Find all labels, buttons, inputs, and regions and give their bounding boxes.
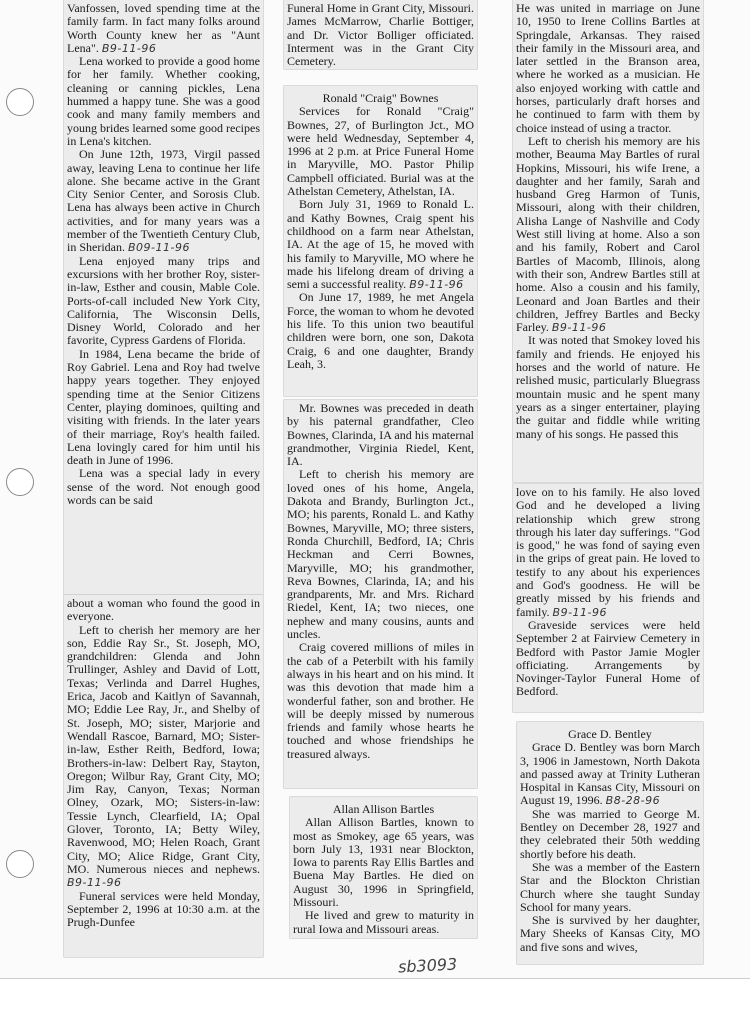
paragraph: Craig covered millions of miles in the cab of a Peterbilt with his family always in his heart and on his mind. It was this devotion that made him a wonderful father, son and brother. He will be deeply missed by numerous friends and family whose hearts he touched and whose friendships he treasured always. (287, 640, 474, 761)
paragraph: It was noted that Smokey loved his family and friends. He enjoyed his horses and the world of nature. He relished music, particularly Bluegrass mountain music and he spent many years as a singer entertainer, playing the guitar and fiddle while writing many of his songs. He passed this (516, 333, 700, 441)
handwritten-date: B8-28-96 (605, 794, 661, 808)
paragraph: Lena worked to provide a good home for her family. Whether cooking, cleaning or canning pickles, Lena hummed a happy tune. She was a good cook and many family members and young brides learned some good recipes in Lena's kitchen. (67, 54, 260, 148)
paragraph: Allan Allison Bartles, known to most as Smokey, age 65 years, was born July 13, 1931 near Blockton, Iowa to parents Ray Ellis Bartles and Buena May Bartles. He died on August 30, 1996 in Springfield, Missouri. (293, 815, 474, 910)
file-code-handwritten: sb3093 (397, 954, 458, 977)
paragraph: He lived and grew to maturity in rural Iowa and Missouri areas. (293, 908, 474, 936)
binder-hole (6, 468, 34, 496)
paragraph: Born July 31, 1969 to Ronald L. and Kathy Bownes, Craig spent his childhood on a farm near Athelstan, IA. At the age of 15, he moved with his family to Maryville, MO where he made his lifelong dream of driving a semi a successful reality. (287, 197, 474, 292)
paragraph: Funeral Home in Grant City, Missouri. James McMarrow, Charlie Bottiger, and Dr. Victor Bolliger officiated. Interment was in the Grant City Cemetery. (287, 1, 474, 69)
paragraph: Mr. Bownes was preceded in death by his paternal grandfather, Cleo Bownes, Clarinda, IA and his maternal grandmother, Virginia Riedel, Kent, IA. (287, 401, 474, 469)
handwritten-date: B9-11-96 (101, 41, 157, 55)
paragraph: about a woman who found the good in everyone. (67, 596, 260, 624)
clipping-bownes-part2 (284, 400, 477, 788)
paragraph: Lena enjoyed many trips and excursions with her brother Roy, sister-in-law, Esther and cousin, Mable Cole. Ports-of-call included New York City, California, The Wisconsin Dells, Disney World, Colorado and her favorite, Cypress Gardens of Florida. (67, 253, 260, 348)
clipping-bentley (517, 722, 703, 964)
paragraph: Left to cherish his memory are loved ones of his home, Angela, Dakota and Brandy, Burlington Jct., MO; his parents, Ronald L. and Kathy Bownes, Maryville, MO; three sisters, Ronda Churchill, Bedford, IA; Chris Heckman and Cerri Bownes, Maryville, MO; his grandmother, Reva Bownes, Clarinda, IA; and his grandparents, Mr. and Mrs. Richard Riedel, Kent, IA; two nieces, one nephew and many cousins, aunts and uncles. (287, 467, 474, 642)
clipping-bartles-part3 (513, 484, 703, 712)
obituary-title: Ronald "Craig" Bownes (322, 91, 439, 105)
obituary-title: Allan Allison Bartles (332, 802, 435, 816)
paragraph: love on to his family. He also loved God and he developed a living relationship which grew strong through his later day sufferings. "God is good," he was fond of saying even in the grips of great pain. He loved to testify to any about his experiences and God's goodness. He will be greatly missed by his friends and family. (516, 485, 700, 619)
handwritten-date: B9-11-96 (551, 321, 607, 335)
binder-hole (6, 88, 34, 116)
handwritten-date: B9-11-96 (409, 278, 464, 292)
clipping-bartles-part2 (513, 0, 703, 482)
paragraph: Left to cherish her memory are her son, Eddie Ray Sr., St. Joseph, MO, grandchildren: Glenda and John Trullinger, Ashley and David of Lott, Texas; Verlinda and Darrel Hughes, Erica, Jacob and Kaitlyn of Savannah, MO; Eddie Lee Ray, Jr., and Shelby of St. Joseph, MO; sister, Marjorie and Wendall Rascoe, Barnard, MO; Sister-in-law, Esther Reith, Bedford, Iowa; Brothers-in-law: Delbert Ray, Stayton, Oregon; Wilbur Ray, Grant City, MO; Jim Ray, Canyon, Texas; Norman Olney, Ozark, MO; Sisters-in-law: Tessie Lynch, Clearfield, IA; Opal Glover, Toronto, IA; Betty Wiley, Ravenwood, MO; Helen Roach, Grant City, MO; Alice Ridge, Grant City, MO. Numerous nieces and nephews. (67, 622, 260, 876)
paragraph: Grace D. Bentley was born March 3, 1906 in Jamestown, North Dakota and passed away at Trinity Lutheran Hospital in Kansas City, Missouri on August 19, 1996. (520, 740, 700, 808)
paragraph: Lena was a special lady in every sense of the word. Not enough good words can be said (67, 466, 260, 507)
paragraph: Left to cherish his memory are his mother, Beauma May Bartles of rural Hopkins, Missouri, his wife Irene, a daughter and her family, Sarah and husband Greg Harmon of Tunis, Missouri, along with their children, Alisha Lange of Nashville and Cody West still living at home. Also a son and his family, Robert and Carol Bartles of Macomb, Illinois, along with their son, Andrew Bartles still at home. Also a cousin and his family, Leonard and Joan Bartles and their children, Jeffrey Bartles and Becky Farley. (516, 133, 700, 335)
clipping-bownes-part1 (284, 86, 477, 396)
clipping-lena-part1 (64, 0, 263, 595)
paragraph: Funeral services were held Monday, September 2, 1996 at 10:30 a.m. at the Prugh-Dunfee (67, 888, 260, 930)
paragraph: She was married to George M. Bentley on December 28, 1927 and they celebrated their 50th wedding shortly before his death. (520, 806, 700, 861)
clipping-bartles-part1 (290, 797, 477, 938)
paragraph: Vanfossen, loved spending time at the family farm. In fact many folks around Worth County knew her as "Aunt Lena". (67, 1, 260, 55)
paragraph: She is survived by her daughter, Mary Sheeks of Kansas City, MO and five sons and wives, (520, 913, 700, 954)
clipping-lena-part3 (284, 0, 477, 69)
handwritten-date: B09-11-96 (128, 241, 190, 255)
clipping-lena-part2 (64, 595, 263, 957)
handwritten-date: B9-11-96 (67, 876, 122, 890)
obituary-title: Grace D. Bentley (568, 727, 652, 741)
handwritten-date: B9-11-96 (552, 605, 608, 619)
paragraph: On June 12th, 1973, Virgil passed away, leaving Lena to continue her life alone. She became active in the Grant City Senior Center, and Sorosis Club. Lena has always been active in Church activities, and for many years was a member of the Twentieth Century Club, in Sheridan. (67, 147, 260, 255)
paragraph: In 1984, Lena became the bride of Roy Gabriel. Lena and Roy had twelve happy years together. They enjoyed spending time at the Senior Citizens Center, playing dominoes, quilting and visiting with friends. In the later years of their marriage, Roy's health failed. Lena lovingly cared for him until his death in June of 1996. (67, 346, 260, 468)
paragraph: On June 17, 1989, he met Angela Force, the woman to whom he devoted his life. To this union two beautiful children were born, one son, Dakota Craig, 6 and one daughter, Brandy Leah, 3. (287, 290, 474, 371)
paragraph: Services for Ronald "Craig" Bownes, 27, of Burlington Jct., MO were held Wednesday, September 4, 1996 at 2 p.m. at Price Funeral Home in Maryville, MO. Pastor Philip Campbell officiated. Burial was at the Athelstan Cemetery, Athelstan, IA. (287, 104, 474, 199)
paragraph: She was a member of the Eastern Star and the Blockton Christian Church where she taught Sunday School for many years. (520, 859, 700, 914)
paragraph: He was united in marriage on June 10, 1950 to Irene Collins Bartles at Springdale, Arkansas. They raised their family in the Missouri area, and later settled in the Branson area, where he worked as a musician. He also enjoyed working with cattle and horses, particularly draft horses and he continued to farm with them by choice instead of using a tractor. (516, 1, 700, 135)
binder-hole (6, 850, 34, 878)
paragraph: Graveside services were held September 2 at Fairview Cemetery in Bedford with Pastor Jamie Mogler officiating. Arrangements by Novinger-Taylor Funeral Home of Bedford. (516, 617, 700, 699)
